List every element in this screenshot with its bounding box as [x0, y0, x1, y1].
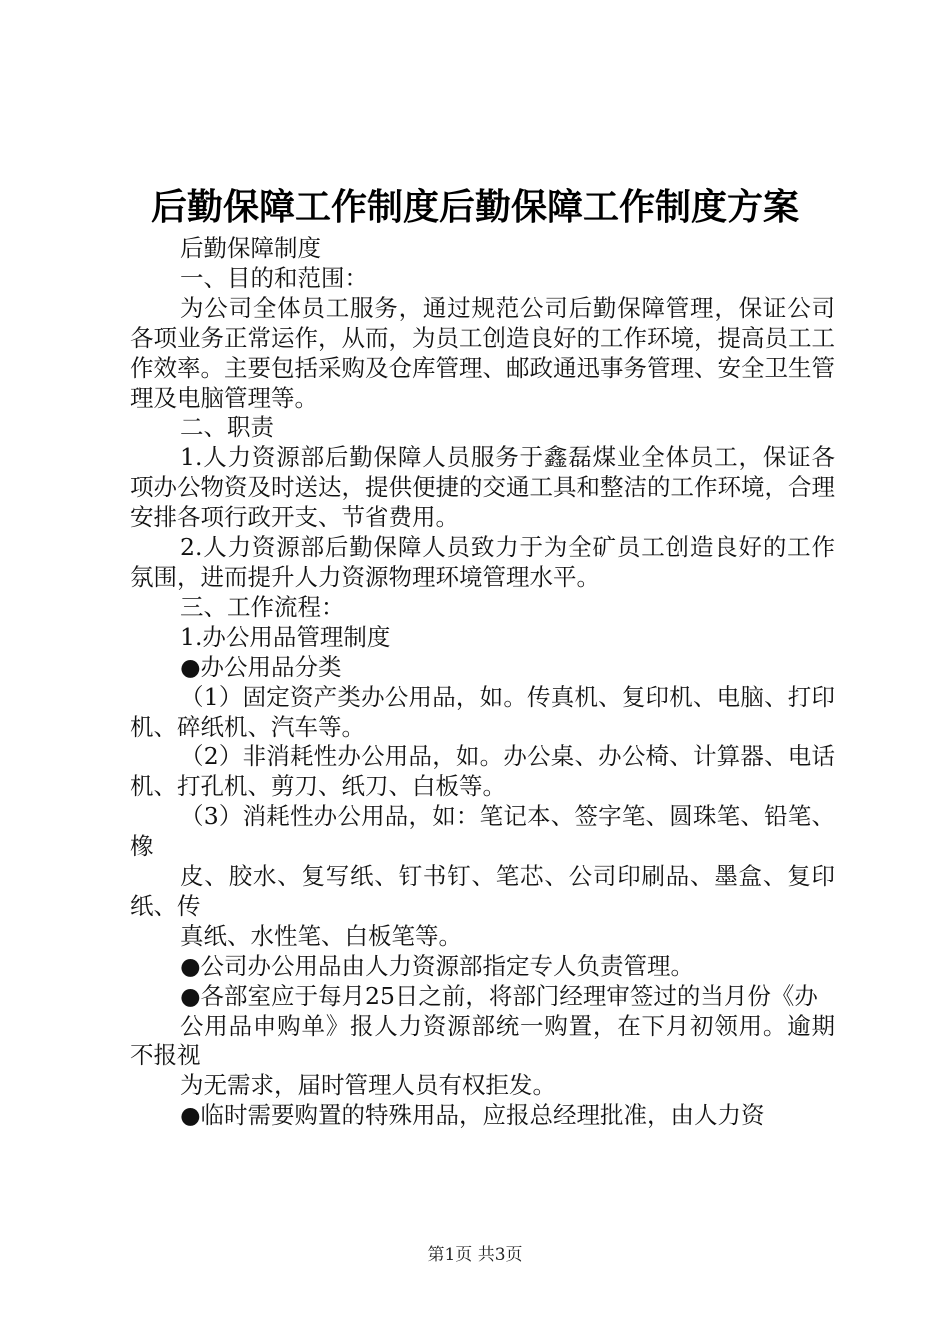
- paragraph-category-1: （1）固定资产类办公用品，如。传真机、复印机、电脑、打印机、碎纸机、汽车等。: [130, 682, 835, 741]
- paragraph-category-3b: 皮、胶水、复写纸、钉书钉、笔芯、公司印刷品、墨盒、复印纸、传: [130, 862, 835, 920]
- paragraph-duty-1: 1.人力资源部后勤保障人员服务于鑫磊煤业全体员工，保证各项办公物资及时送达，提供便捷的交通工具和整洁的工作环境，合理安排各项行政开支、节省费用。: [130, 443, 835, 532]
- bullet-monthly-request-a: ●各部室应于每月25日之前，将部门经理审签过的当月份《办: [180, 981, 818, 1010]
- bullet-special-items: ●临时需要购置的特殊用品，应报总经理批准，由人力资: [180, 1101, 765, 1130]
- paragraph-subtitle: 后勤保障制度: [180, 234, 321, 262]
- bullet-monthly-request-b: 公用品申购单》报人力资源部统一购置，在下月初领用。逾期不报视: [130, 1011, 835, 1070]
- page-footer: 第1页 共3页: [427, 1245, 523, 1265]
- paragraph-category-3c: 真纸、水性笔、白板笔等。: [180, 921, 462, 950]
- paragraph-duty-2: 2.人力资源部后勤保障人员致力于为全矿员工创造良好的工作氛围，进而提升人力资源物理环境管理水平。: [130, 533, 835, 591]
- paragraph-category-3a: （3）消耗性办公用品，如：笔记本、签字笔、圆珠笔、铅笔、橡: [130, 802, 835, 861]
- paragraph-category-2: （2）非消耗性办公用品，如。办公桌、办公椅、计算器、电话机、打孔机、剪刀、纸刀、白板等。: [130, 742, 835, 801]
- paragraph-purpose: 为公司全体员工服务，通过规范公司后勤保障管理，保证公司各项业务正常运作，从而，为员工创造良好的工作环境，提高员工工作效率。主要包括采购及仓库管理、邮政通迅事务管理、安全卫生管理及电脑管理等。: [130, 293, 835, 412]
- subheading-office-supplies: 1.办公用品管理制度: [180, 622, 391, 651]
- bullet-manager: ●公司办公用品由人力资源部指定专人负责管理。: [180, 951, 695, 980]
- section-heading-purpose: 一、目的和范围：: [180, 263, 368, 292]
- bullet-monthly-request-c: 为无需求，届时管理人员有权拒发。: [180, 1071, 556, 1100]
- section-heading-workflow: 三、工作流程：: [180, 592, 345, 621]
- bullet-office-supplies-category: ●办公用品分类: [180, 652, 342, 681]
- section-heading-duties: 二、职责: [180, 413, 274, 442]
- document-title: 后勤保障工作制度后勤保障工作制度方案: [150, 187, 799, 228]
- document-body: [130, 234, 835, 1131]
